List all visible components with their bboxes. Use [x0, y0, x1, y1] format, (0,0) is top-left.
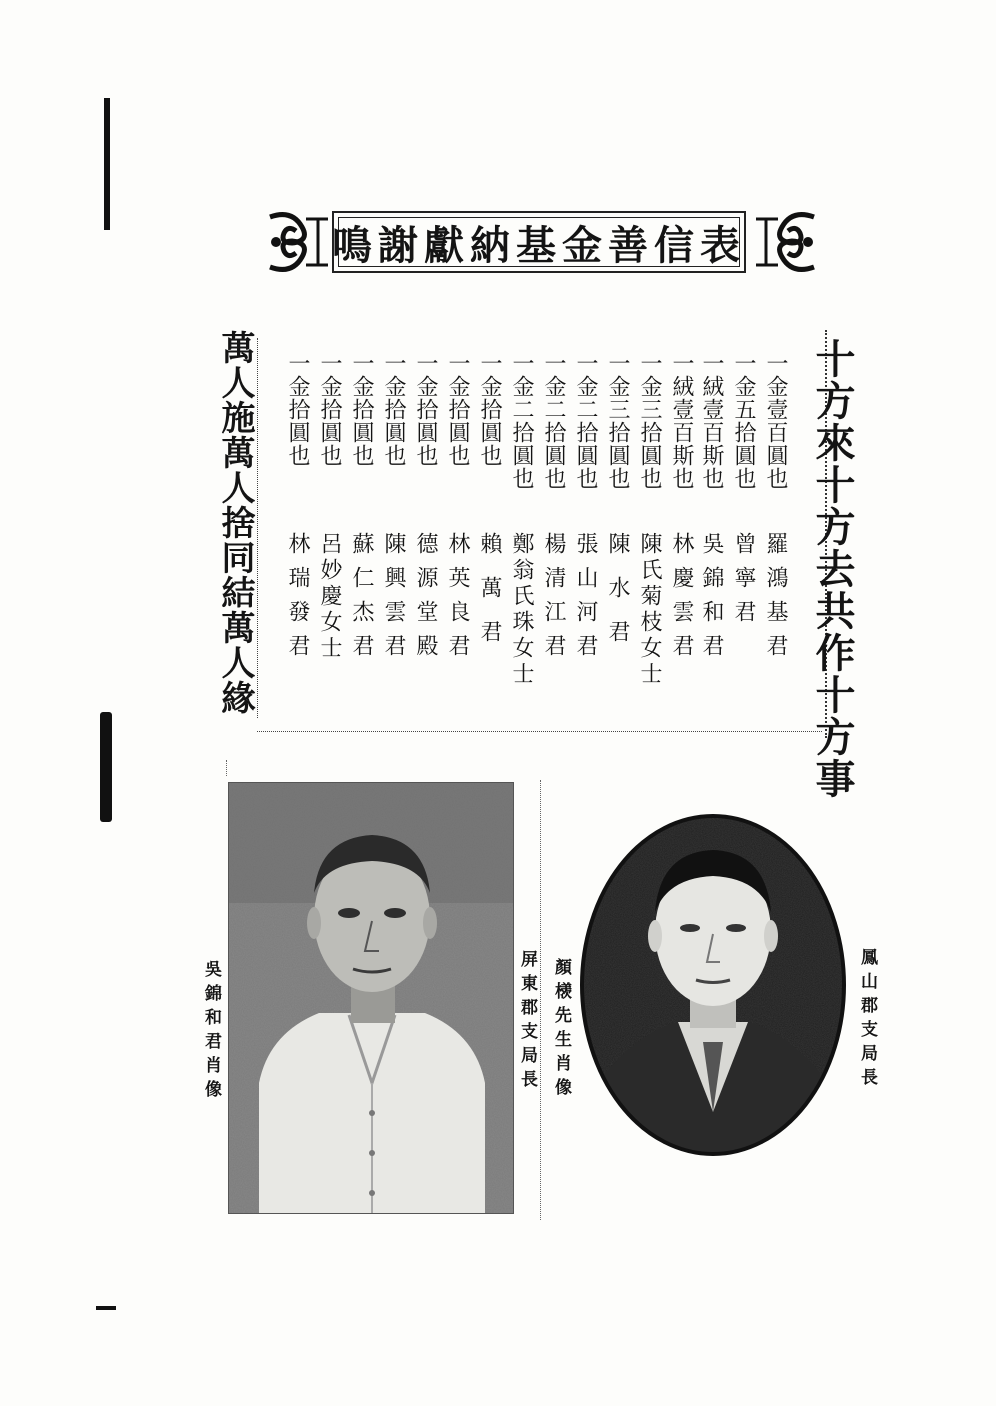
donor-name: 楊清江君 [541, 532, 566, 668]
caption-right-outer: 鳳山郡支局長 [857, 948, 877, 1092]
donor-name: 林英良君 [445, 532, 470, 668]
binding-mark-lower [96, 1306, 116, 1310]
caption-right-inner: 顏檨先生肖像 [551, 958, 571, 1102]
binding-mark-middle [100, 712, 112, 822]
donor-entry [542, 352, 574, 722]
donor-entry [638, 352, 670, 722]
donor-name: 蘇仁杰君 [349, 532, 374, 668]
donor-amount: 一絨壹百斯也 [669, 352, 694, 490]
donor-amount: 一金拾圓也 [477, 352, 502, 467]
donor-name: 陳興雲君 [381, 532, 406, 668]
donor-name: 張山河君 [573, 532, 598, 668]
donor-entry [414, 352, 446, 722]
donor-entry [478, 352, 510, 722]
binding-mark-upper [104, 98, 110, 230]
portrait-man-oval-image [578, 812, 848, 1158]
donor-entry [382, 352, 414, 722]
donor-amount: 一金二拾圓也 [573, 352, 598, 490]
donor-amount: 一金壹百圓也 [763, 352, 788, 490]
donor-amount: 一絨壹百斯也 [699, 352, 724, 490]
donor-amount: 一金拾圓也 [413, 352, 438, 467]
donor-amount: 一金二拾圓也 [509, 352, 534, 490]
donor-name: 陳氏菊枝女士 [637, 532, 662, 688]
left-divider [257, 338, 258, 718]
donor-amount: 一金三拾圓也 [605, 352, 630, 490]
motto-left: 萬人施萬人捨同結萬人緣 [215, 330, 255, 715]
donor-amount: 一金拾圓也 [317, 352, 342, 467]
donor-name: 吳錦和君 [699, 532, 724, 668]
photo-divider [540, 780, 541, 1220]
donor-entry [286, 352, 318, 722]
donor-entry [700, 352, 732, 722]
photo-divider-left [226, 760, 227, 776]
motto-right: 十方來十方去共作十方事 [809, 338, 856, 800]
donor-name: 林慶雲君 [669, 532, 694, 668]
donor-name: 陳水君 [605, 532, 630, 664]
scroll-ornament-right-icon [752, 207, 822, 277]
caption-left-inner: 屏東郡支局長 [517, 950, 537, 1094]
donor-entry [732, 352, 764, 722]
donor-name: 呂妙慶女士 [317, 532, 342, 662]
caption-left-outer: 吳錦和君肖像 [201, 960, 221, 1104]
donor-amount: 一金五拾圓也 [731, 352, 756, 490]
portrait-man-standing-image [229, 783, 514, 1214]
donor-entry [350, 352, 382, 722]
donor-entry [318, 352, 350, 722]
donor-entry [670, 352, 702, 722]
scroll-ornament-left-icon [262, 207, 332, 277]
donor-entry [510, 352, 542, 722]
donor-name: 曾寧君 [731, 532, 756, 634]
page-title: 鳴謝獻納基金善信表 [332, 221, 746, 269]
donor-name: 林瑞發君 [285, 532, 310, 668]
donor-amount: 一金拾圓也 [285, 352, 310, 467]
donor-name: 鄭翁氏珠女士 [509, 532, 534, 688]
bottom-divider [257, 731, 822, 732]
donor-name: 賴萬君 [477, 532, 502, 664]
donor-entry [574, 352, 606, 722]
donor-entry [606, 352, 638, 722]
title-banner [262, 207, 822, 283]
donor-name: 德源堂殿 [413, 532, 438, 668]
donor-amount: 一金二拾圓也 [541, 352, 566, 490]
donor-amount: 一金三拾圓也 [637, 352, 662, 490]
portrait-photo-right [578, 812, 848, 1158]
donor-entry [446, 352, 478, 722]
donor-amount: 一金拾圓也 [349, 352, 374, 467]
donor-name: 羅鴻基君 [763, 532, 788, 668]
portrait-photo-left [228, 782, 514, 1214]
donor-amount: 一金拾圓也 [445, 352, 470, 467]
donor-amount: 一金拾圓也 [381, 352, 406, 467]
donor-entry [764, 352, 796, 722]
